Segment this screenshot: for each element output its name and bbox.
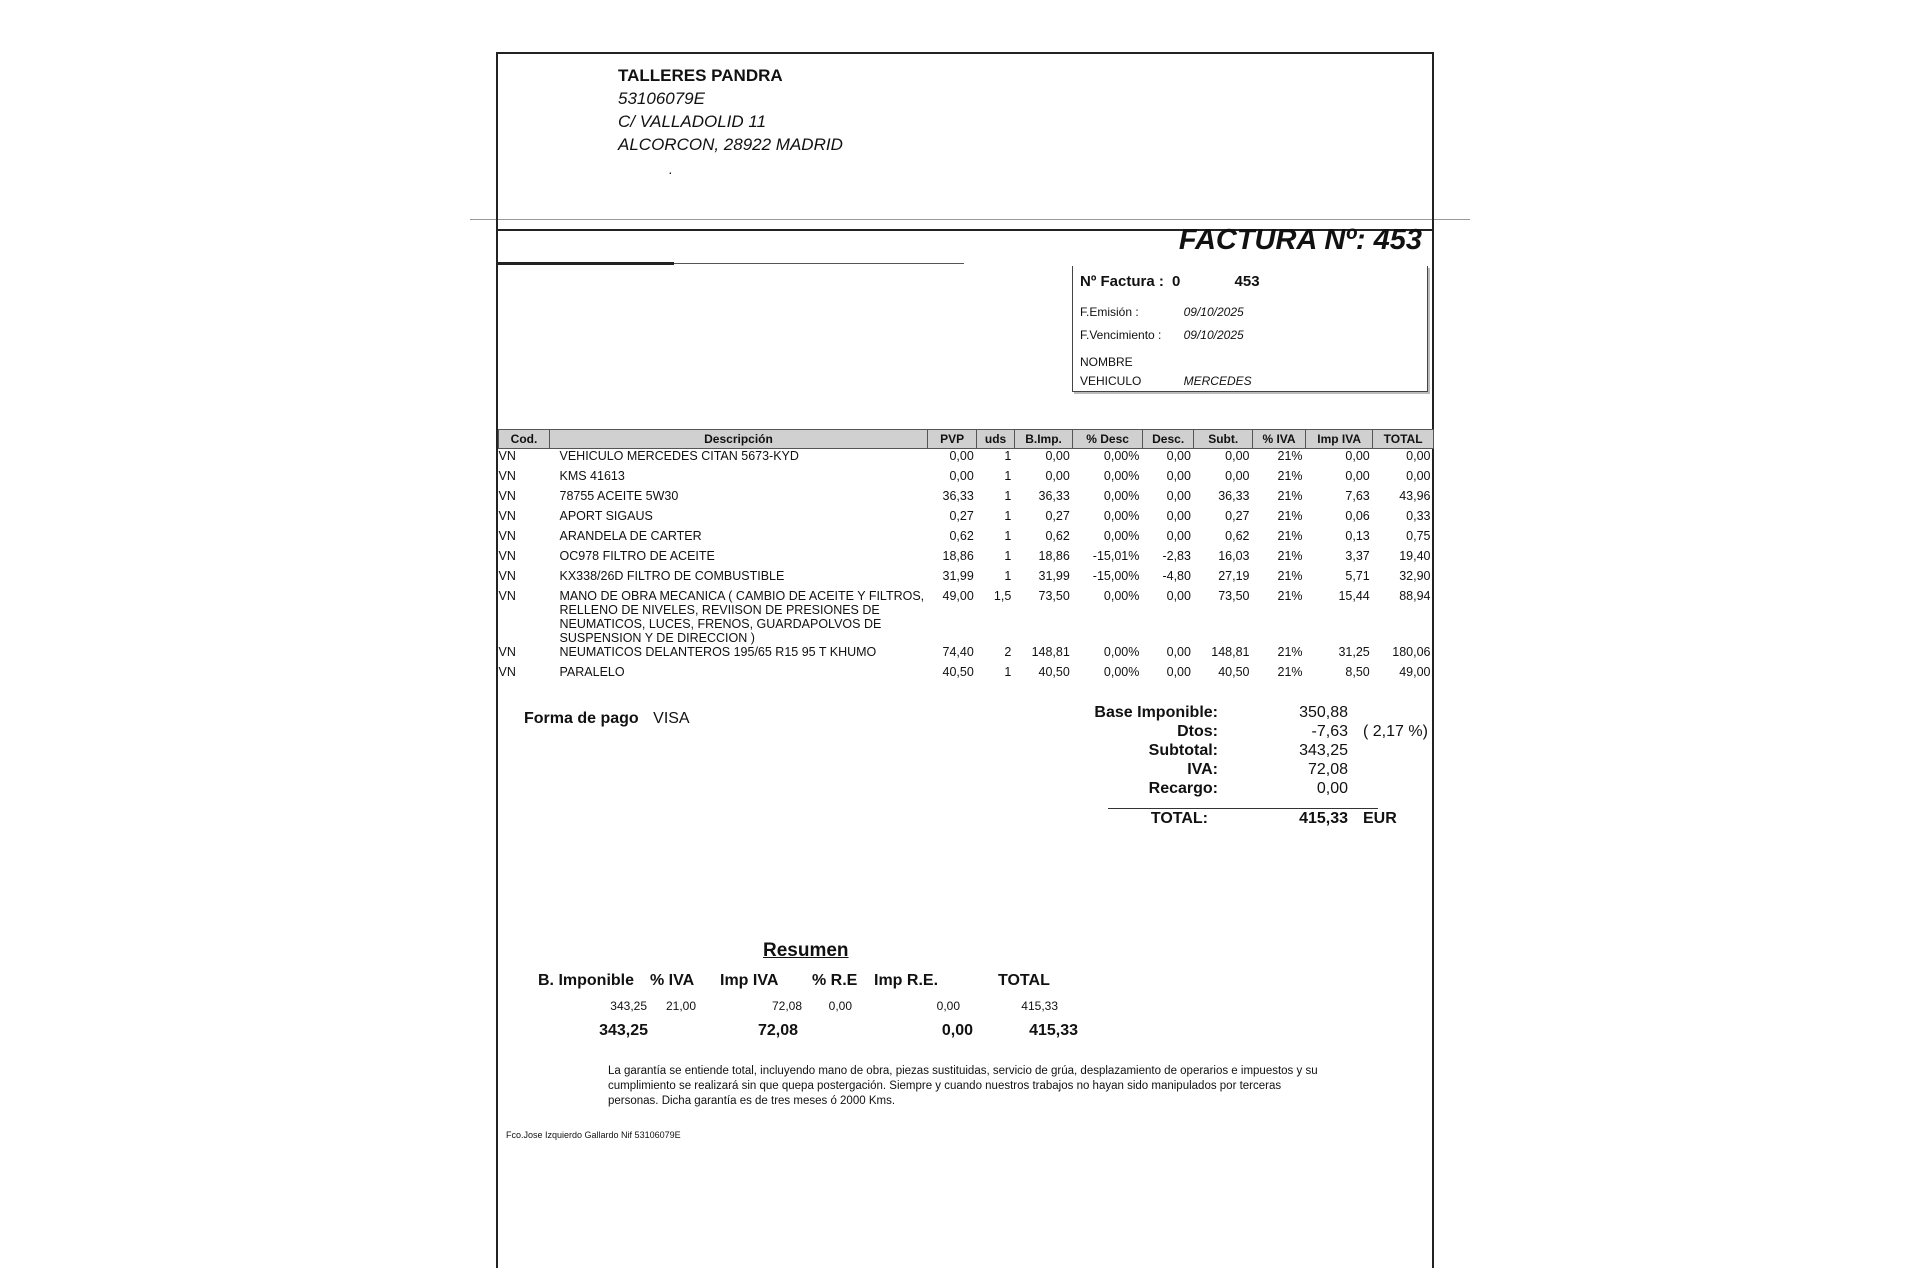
cell-uds: 2 (1004, 645, 1012, 659)
table-row (499, 449, 1434, 470)
cell-total: 19,40 (1399, 549, 1431, 563)
warranty-notice: La garantía se entiende total, incluyendo mano de obra, piezas sustituidas, servicio de grúa, desplazamiento de operarios e impuestos y su cumplimiento se realizará sin que quepa postergación. Siempre y cuando nuestros trabajos no hayan sido manipulados por terceras personas. Dicha garantía es de tres meses ó 2000 Kms. (608, 1065, 1318, 1107)
cell-desc: ARANDELA DE CARTER (559, 529, 702, 543)
scan-speck: · (668, 164, 673, 180)
discounts-value: -7,63 (1311, 723, 1348, 740)
col-total: TOTAL (1373, 430, 1434, 449)
grand-total-label: TOTAL: (1150, 810, 1208, 827)
totals-rule (1108, 808, 1378, 809)
vehicle-row (1080, 373, 1252, 388)
cell-pdesc: -15,01% (1092, 549, 1140, 563)
cell-desc: KMS 41613 (559, 469, 625, 483)
cell-piva: 21% (1277, 489, 1303, 503)
cell-impiva: 0,06 (1345, 509, 1370, 523)
cell-desc: PARALELO (559, 665, 625, 679)
company-name: TALLERES PANDRA (618, 66, 783, 85)
col-impiva: Imp IVA (1306, 430, 1373, 449)
cell-pvp: 0,27 (949, 509, 974, 523)
title-underline (498, 262, 674, 265)
cell-pvp: 40,50 (942, 665, 974, 679)
cell-desc-amount: -4,80 (1162, 569, 1191, 583)
cell-piva: 21% (1277, 645, 1303, 659)
cell-cod: VN (498, 569, 516, 583)
cell-impiva: 5,71 (1345, 569, 1370, 583)
cell-uds: 1 (1004, 469, 1012, 483)
invoice-page (496, 52, 1434, 1268)
cell-subt: 73,50 (1218, 589, 1250, 603)
vehicle-value: MERCEDES (1183, 374, 1252, 388)
invoice-series: 0 (1172, 273, 1181, 290)
title-underline-thin (674, 263, 964, 264)
summary-total-impre: 0,00 (941, 1022, 973, 1039)
cell-desc-amount: 0,00 (1166, 529, 1191, 543)
summary-row-bimp: 343,25 (610, 999, 647, 1013)
cell-piva: 21% (1277, 569, 1303, 583)
summary-header-impiva: Imp IVA (720, 972, 779, 989)
grand-total-currency: EUR (1363, 810, 1397, 827)
cell-total: 180,06 (1392, 645, 1431, 659)
grand-total-value: 415,33 (1299, 810, 1348, 827)
recargo-value: 0,00 (1316, 780, 1348, 797)
invoice-info-box (1072, 266, 1428, 392)
cell-impiva: 3,37 (1345, 549, 1370, 563)
cell-total: 0,00 (1406, 449, 1431, 463)
summary-row-impre: 0,00 (936, 999, 960, 1013)
cell-pdesc: 0,00% (1103, 509, 1140, 523)
cell-bimp: 148,81 (1031, 645, 1070, 659)
cell-desc-amount: 0,00 (1166, 589, 1191, 603)
cell-desc-amount: 0,00 (1166, 449, 1191, 463)
table-row (499, 509, 1434, 529)
cell-uds: 1 (1004, 665, 1012, 679)
cell-desc-amount: -2,83 (1162, 549, 1191, 563)
cell-subt: 27,19 (1218, 569, 1250, 583)
cell-pvp: 74,40 (942, 645, 974, 659)
cell-piva: 21% (1277, 509, 1303, 523)
issue-date: 09/10/2025 (1183, 305, 1244, 319)
cell-piva: 21% (1277, 549, 1303, 563)
discounts-percent: ( 2,17 %) (1363, 723, 1428, 740)
due-date: 09/10/2025 (1183, 328, 1244, 342)
cell-total: 88,94 (1399, 589, 1431, 603)
cell-pvp: 49,00 (942, 589, 974, 603)
cell-piva: 21% (1277, 469, 1303, 483)
table-row (499, 645, 1434, 665)
cell-impiva: 0,13 (1345, 529, 1370, 543)
cell-desc: OC978 FILTRO DE ACEITE (559, 549, 715, 563)
col-pvp: PVP (928, 430, 977, 449)
invoice-number-label: Nº Factura : (1080, 273, 1164, 290)
subtotal-label: Subtotal: (1148, 742, 1218, 759)
cell-subt: 148,81 (1211, 645, 1250, 659)
cell-pvp: 0,62 (949, 529, 974, 543)
issue-date-row (1080, 304, 1244, 319)
cell-cod: VN (498, 549, 516, 563)
cell-pvp: 18,86 (942, 549, 974, 563)
summary-title: Resumen (763, 940, 849, 961)
discounts-label: Dtos: (1177, 723, 1218, 740)
cell-uds: 1 (1004, 529, 1012, 543)
table-row (499, 529, 1434, 549)
cell-total: 0,33 (1406, 509, 1431, 523)
subtotal-value: 343,25 (1299, 742, 1348, 759)
cell-pvp: 0,00 (949, 469, 974, 483)
cell-total: 0,75 (1406, 529, 1431, 543)
summary-total-total: 415,33 (1029, 1022, 1078, 1039)
cell-cod: VN (498, 665, 516, 679)
cell-total: 49,00 (1399, 665, 1431, 679)
issue-date-label: F.Emisión : (1080, 305, 1139, 319)
col-bimp: B.Imp. (1014, 430, 1073, 449)
cell-desc: MANO DE OBRA MECANICA ( CAMBIO DE ACEITE Y FILTROS, RELLENO DE NIVELES, REVIISON DE PRESIONES DE NEUMATICOS, LUCES, FRENOS, GUARDAPOLVOS DE SUSPENSION Y DE DIRECCION ) (559, 589, 925, 645)
cell-total: 32,90 (1399, 569, 1431, 583)
table-row (499, 589, 1434, 645)
cell-cod: VN (498, 489, 516, 503)
summary-row-impiva: 72,08 (771, 999, 802, 1013)
cell-bimp: 31,99 (1038, 569, 1070, 583)
cell-cod: VN (498, 509, 516, 523)
cell-pdesc: 0,00% (1103, 489, 1140, 503)
cell-piva: 21% (1277, 449, 1303, 463)
cell-subt: 0,27 (1225, 509, 1250, 523)
cell-total: 43,96 (1399, 489, 1431, 503)
cell-impiva: 15,44 (1338, 589, 1370, 603)
cell-desc: APORT SIGAUS (559, 509, 653, 523)
cell-pvp: 31,99 (942, 569, 974, 583)
footer-signature: Fco.Jose Izquierdo Gallardo Nif 53106079E (506, 1130, 681, 1140)
cell-uds: 1 (1004, 569, 1012, 583)
cell-subt: 0,00 (1225, 469, 1250, 483)
cell-desc-amount: 0,00 (1166, 489, 1191, 503)
payment-method-value: VISA (653, 710, 690, 727)
summary-total-bimp: 343,25 (599, 1022, 648, 1039)
payment-method-label: Forma de pago (524, 710, 639, 727)
cell-bimp: 36,33 (1038, 489, 1070, 503)
cell-subt: 0,62 (1225, 529, 1250, 543)
cell-impiva: 0,00 (1345, 469, 1370, 483)
cell-desc-amount: 0,00 (1166, 469, 1191, 483)
vehicle-label: VEHICULO (1080, 374, 1142, 388)
company-header (618, 64, 843, 156)
summary-header-impre: Imp R.E. (874, 972, 939, 989)
base-imponible-value: 350,88 (1299, 704, 1348, 721)
summary-row-total: 415,33 (1021, 999, 1058, 1013)
company-address-street: C/ VALLADOLID 11 (618, 112, 767, 131)
col-subt: Subt. (1194, 430, 1253, 449)
cell-piva: 21% (1277, 665, 1303, 679)
cell-piva: 21% (1277, 529, 1303, 543)
iva-value: 72,08 (1307, 761, 1348, 778)
summary-row-piva: 21,00 (665, 999, 696, 1013)
col-descripcion: Descripción (550, 430, 928, 449)
cell-subt: 0,00 (1225, 449, 1250, 463)
recargo-label: Recargo: (1148, 780, 1218, 797)
cell-desc: NEUMATICOS DELANTEROS 195/65 R15 95 T KHUMO (559, 645, 877, 659)
table-row (499, 469, 1434, 489)
cell-bimp: 0,62 (1045, 529, 1070, 543)
cell-bimp: 0,00 (1045, 449, 1070, 463)
cell-impiva: 8,50 (1345, 665, 1370, 679)
cell-impiva: 7,63 (1345, 489, 1370, 503)
cell-pvp: 0,00 (949, 449, 974, 463)
base-imponible-label: Base Imponible: (1094, 704, 1218, 721)
cell-cod: VN (498, 645, 516, 659)
cell-pdesc: 0,00% (1103, 665, 1140, 679)
due-date-label: F.Vencimiento : (1080, 328, 1162, 342)
cell-desc: KX338/26D FILTRO DE COMBUSTIBLE (559, 569, 785, 583)
cell-subt: 16,03 (1218, 549, 1250, 563)
cell-desc-amount: 0,00 (1166, 645, 1191, 659)
summary-header-bimp: B. Imponible (538, 972, 634, 989)
cell-pdesc: -15,00% (1092, 569, 1140, 583)
cell-uds: 1 (1004, 509, 1012, 523)
table-header-row (499, 430, 1434, 449)
col-uds: uds (977, 430, 1014, 449)
invoice-number-row (1080, 273, 1260, 290)
cell-subt: 36,33 (1218, 489, 1250, 503)
company-address-city: ALCORCON, 28922 MADRID (618, 135, 843, 154)
cell-pvp: 36,33 (942, 489, 974, 503)
cell-cod: VN (498, 449, 516, 463)
col-cod: Cod. (499, 430, 550, 449)
line-items-table (498, 429, 1434, 685)
invoice-title: FACTURA Nº: 453 (1178, 224, 1422, 256)
cell-bimp: 0,00 (1045, 469, 1070, 483)
table-row (499, 489, 1434, 509)
cell-desc-amount: 0,00 (1166, 509, 1191, 523)
summary-header-pre: % R.E (812, 972, 858, 989)
cell-cod: VN (498, 529, 516, 543)
customer-name-row (1080, 354, 1180, 369)
col-pdesc: % Desc (1073, 430, 1143, 449)
cell-piva: 21% (1277, 589, 1303, 603)
table-row (499, 569, 1434, 589)
cell-uds: 1 (1004, 549, 1012, 563)
cell-desc-amount: 0,00 (1166, 665, 1191, 679)
col-desc: Desc. (1142, 430, 1194, 449)
company-nif: 53106079E (618, 89, 705, 108)
customer-name-label: NOMBRE (1080, 355, 1133, 369)
invoice-number: 453 (1234, 273, 1260, 290)
cell-pdesc: 0,00% (1103, 529, 1140, 543)
cell-bimp: 18,86 (1038, 549, 1070, 563)
cell-bimp: 40,50 (1038, 665, 1070, 679)
col-piva: % IVA (1252, 430, 1305, 449)
cell-desc: VEHICULO MERCEDES CITAN 5673-KYD (559, 449, 799, 463)
summary-header-piva: % IVA (650, 972, 695, 989)
iva-label: IVA: (1187, 761, 1218, 778)
cell-total: 0,00 (1406, 469, 1431, 483)
cell-pdesc: 0,00% (1103, 469, 1140, 483)
table-row (499, 665, 1434, 685)
cell-pdesc: 0,00% (1103, 645, 1140, 659)
cell-bimp: 73,50 (1038, 589, 1070, 603)
cell-cod: VN (498, 469, 516, 483)
summary-total-impiva: 72,08 (757, 1022, 798, 1039)
summary-header-total: TOTAL (998, 972, 1050, 989)
cell-subt: 40,50 (1218, 665, 1250, 679)
table-row (499, 549, 1434, 569)
cell-bimp: 0,27 (1045, 509, 1070, 523)
cell-impiva: 0,00 (1345, 449, 1370, 463)
cell-impiva: 31,25 (1338, 645, 1370, 659)
cell-pdesc: 0,00% (1103, 449, 1140, 463)
summary-row-pre: 0,00 (828, 999, 852, 1013)
cell-desc: 78755 ACEITE 5W30 (559, 489, 679, 503)
cell-uds: 1 (1004, 489, 1012, 503)
cell-uds: 1 (1004, 449, 1012, 463)
cell-pdesc: 0,00% (1103, 589, 1140, 603)
due-date-row (1080, 327, 1244, 342)
payment-method (524, 710, 690, 728)
cell-uds: 1,5 (993, 589, 1012, 603)
cell-cod: VN (498, 589, 516, 603)
